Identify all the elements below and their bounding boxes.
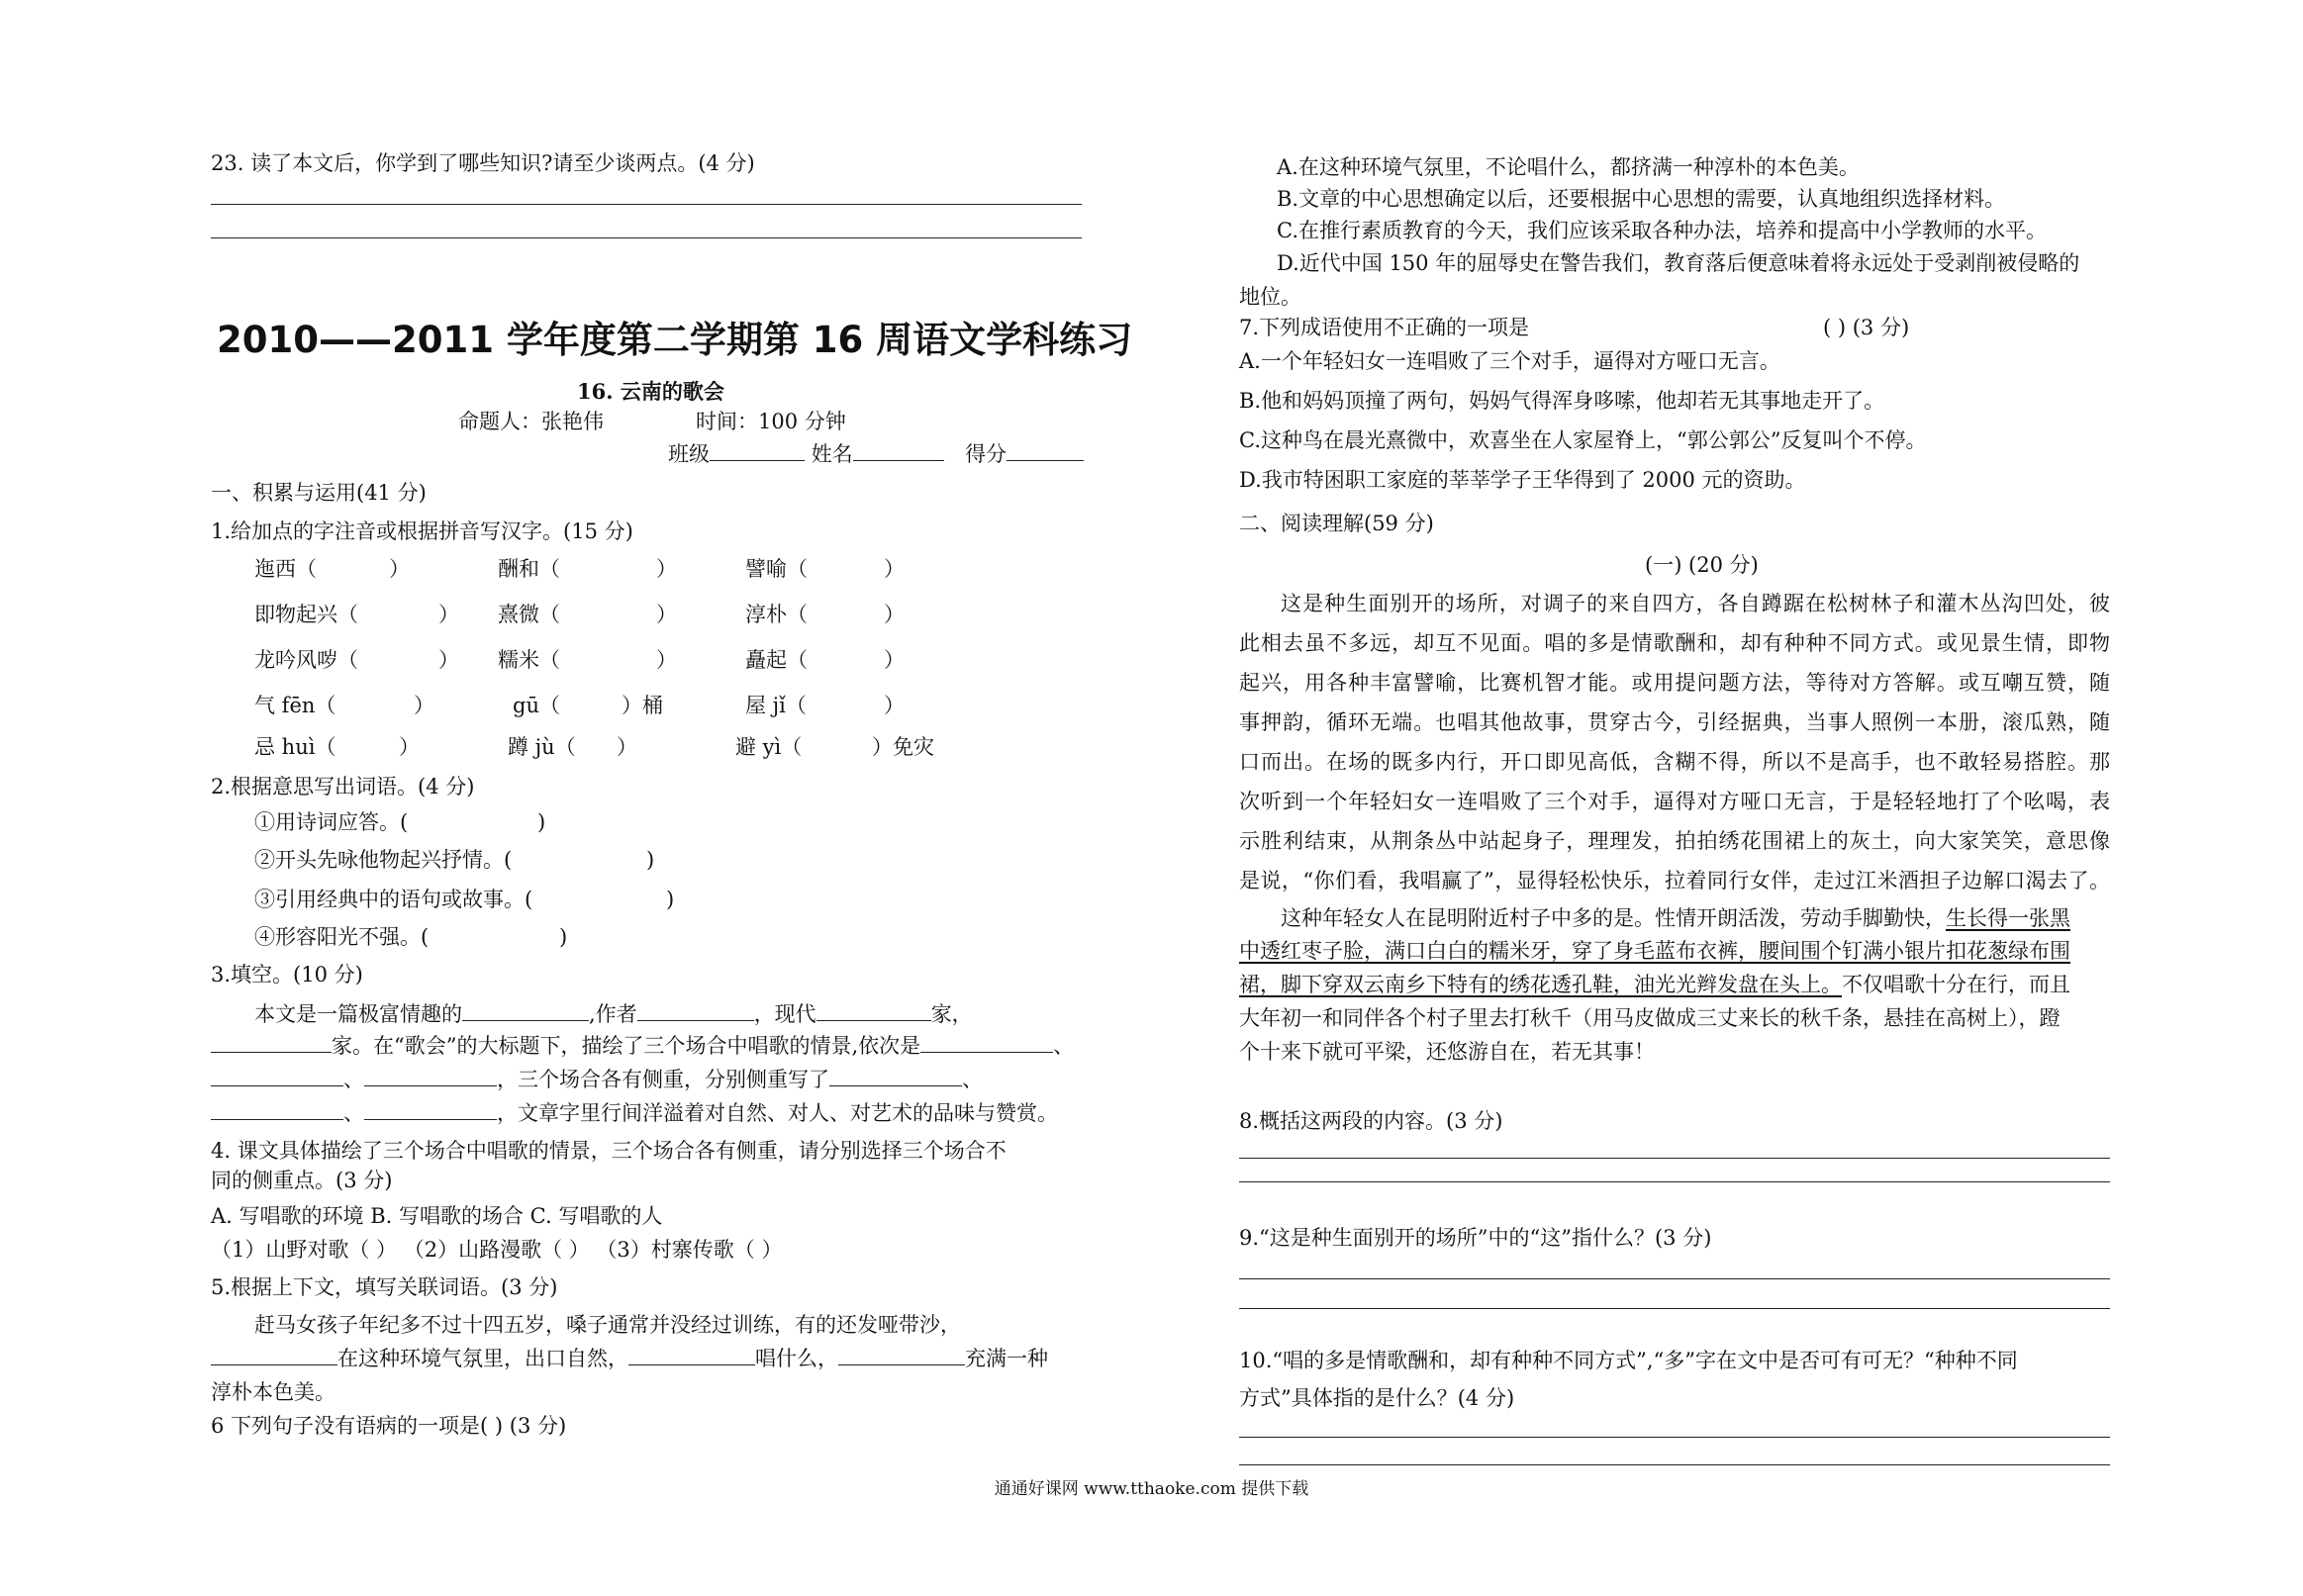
passage-line: 示胜利结束，从荆条丛中站起身子，理理发，拍拍绣花围裙上的灰土，向大家笑笑，意思像 [1239, 829, 2110, 853]
lesson-subtitle: 16. 云南的歌会 [577, 379, 724, 404]
passage-line: 此相去虽不多远，却互不见面。唱的多是情歌酬和，却有种种不同方式。或见景生情，即物 [1239, 631, 2110, 655]
q3-line[interactable]: 、 ，文章字里行间洋溢着对自然、对人、对艺术的品味与赞赏。 [211, 1100, 1058, 1126]
q2-close: ) [666, 888, 675, 911]
question-4: 4. 课文具体描绘了三个场合中唱歌的情景，三个场合各有侧重，请分别选择三个场合不 [211, 1139, 1007, 1163]
underlined-text: 生长得一张黑 [1946, 906, 2070, 930]
section-heading: 一、积累与运用(41 分) [211, 481, 427, 505]
q6-option-d-cont: 地位。 [1239, 285, 1301, 309]
question-23: 23. 读了本文后，你学到了哪些知识?请至少谈两点。(4 分) [211, 151, 755, 175]
answer-line[interactable] [1239, 1308, 2110, 1309]
answer-line[interactable] [1239, 1278, 2110, 1279]
q6-option-a: A.在这种环境气氛里，不论唱什么，都挤满一种淳朴的本色美。 [1277, 155, 1860, 179]
q1-item: 矗起（ [745, 648, 808, 672]
q2-close: ) [559, 925, 568, 949]
q6-option-c: C.在推行素质教育的今天，我们应该采取各种办法，培养和提高中小学教师的水平。 [1277, 219, 2047, 242]
q7-option-d: D.我市特困职工家庭的莘莘学子王华得到了 2000 元的资助。 [1239, 468, 1806, 492]
q1-item: 蹲 jù（ [508, 735, 576, 759]
answer-line[interactable] [1239, 1464, 2110, 1465]
q2-close: ) [646, 848, 655, 872]
passage-line: 起兴，用各种丰富譬喻，比赛机智才能。或用提问题方法，等待对方答解。或互嘲互赞，随 [1239, 671, 2110, 695]
class-field[interactable] [668, 441, 1084, 467]
q1-item: 酬和（ [498, 557, 560, 581]
passage-line: 裙，脚下穿双云南乡下特有的绣花透孔鞋，油光光辫发盘在头上。不仅唱歌十分在行，而且 [1239, 973, 2070, 996]
question-2: 2.根据意思写出词语。(4 分) [211, 775, 475, 798]
q2-item: ②开头先咏他物起兴抒情。( [254, 848, 513, 872]
q1-close: ） [884, 648, 905, 672]
passage-line: 大年初一和同伴各个村子里去打秋千（用马皮做成三丈来长的秋千条，悬挂在高树上），蹬 [1239, 1006, 2061, 1030]
q1-close: ） [884, 694, 905, 717]
q2-close: ) [537, 810, 546, 834]
underlined-text: 中透红枣子脸，满口白白的糯米牙，穿了身毛蓝布衣裤，腰间围个钉满小银片扣花葱绿布围 [1239, 939, 2070, 963]
class-label: 班级 [668, 442, 710, 466]
question-8: 8.概括这两段的内容。(3 分) [1239, 1109, 1503, 1133]
reading-passage [1239, 584, 2110, 900]
footer-credit: 通通好课网 www.tthaoke.com 提供下载 [994, 1479, 1309, 1499]
q1-close: ） [656, 603, 677, 626]
answer-line[interactable] [1239, 1437, 2110, 1438]
question-6: 6 下列句子没有语病的一项是( ) (3 分) [211, 1414, 567, 1438]
question-5: 5.根据上下文，填写关联词语。(3 分) [211, 1275, 558, 1299]
q1-item: 忌 huì（ [254, 735, 336, 759]
passage-line: 是说，“你们看，我唱赢了”，显得轻松快乐，拉着同行女伴，走过江米酒担子边解口渴去了。 [1239, 869, 2110, 892]
underlined-text: 裙，脚下穿双云南乡下特有的绣花透孔鞋，油光光辫发盘在头上。 [1239, 973, 1842, 996]
answer-line[interactable] [211, 204, 1082, 205]
question-10-cont: 方式”具体指的是什么？(4 分) [1239, 1386, 1515, 1410]
q3-line[interactable]: 、 ，三个场合各有侧重，分别侧重写了 、 [211, 1067, 983, 1092]
q4-items[interactable]: （1）山野对歌（ ） （2）山路漫歌（ ） （3）村寨传歌（ ） [211, 1238, 783, 1262]
time-label: 时间：100 分钟 [696, 410, 846, 433]
q1-item: 龙吟风哕（ [254, 648, 358, 672]
answer-line[interactable] [1239, 1158, 2110, 1159]
q7-option-a: A.一个年轻妇女一连唱败了三个对手，逼得对方哑口无言。 [1239, 349, 1780, 373]
q1-close: ） [884, 603, 905, 626]
question-10: 10.“唱的多是情歌酬和，却有种种不同方式”,“多”字在文中是否可有可无？“种种不同 [1239, 1349, 2018, 1372]
q2-item: ③引用经典中的语句或故事。( [254, 888, 533, 911]
q1-close: ） [656, 648, 677, 672]
q1-close: ） [389, 557, 410, 581]
q1-item: 迤西（ [254, 557, 317, 581]
q1-item: 气 fēn（ [254, 694, 336, 717]
passage-line: 个十来下就可平梁，还悠游自在，若无其事！ [1239, 1040, 1655, 1064]
q6-option-d: D.近代中国 150 年的屈辱史在警告我们，教育落后便意味着将永远处于受剥削被侵略的 [1277, 251, 2080, 275]
question-3: 3.填空。(10 分) [211, 963, 363, 986]
q1-close: ） [656, 557, 677, 581]
q2-item: ①用诗词应答。( [254, 810, 409, 834]
name-label: 姓名 [811, 442, 853, 466]
q5-text: 赶马女孩子年纪多不过十四五岁，嗓子通常并没经过训练，有的还发哑带沙， [254, 1313, 961, 1337]
q2-item: ④形容阳光不强。( [254, 925, 430, 949]
answer-line[interactable] [211, 237, 1082, 238]
q1-close: ）免灾 [872, 735, 934, 759]
passage-line [1239, 938, 2070, 964]
q1-close: ） [884, 557, 905, 581]
q6-option-b: B.文章的中心思想确定以后，还要根据中心思想的需要，认真地组织选择材料。 [1277, 187, 2006, 211]
q1-item: 譬喻（ [745, 557, 808, 581]
q7-answer[interactable]: ( ) (3 分) [1823, 316, 1910, 339]
q3-line[interactable]: 本文是一篇极富情趣的 ,作者 ，现代 家， [254, 1002, 973, 1026]
passage-line: 口而出。在场的既多内行，开口即见高低，含糊不得，所以不是高手，也不敢轻易搭腔。那 [1239, 750, 2110, 774]
author-label: 命题人：张艳伟 [458, 410, 604, 433]
answer-line[interactable] [1239, 1181, 2110, 1182]
q1-item: 熹微（ [498, 603, 560, 626]
q4-options: A. 写唱歌的环境 B. 写唱歌的场合 C. 写唱歌的人 [211, 1204, 663, 1228]
subsection-heading: (一) (20 分) [1645, 553, 1759, 577]
section-heading: 二、阅读理解(59 分) [1239, 512, 1434, 535]
passage-line: 次听到一个年轻妇女一连唱败了三个对手，逼得对方哑口无言，于是轻轻地打了个吆喝，表 [1239, 790, 2110, 813]
q5-fill-line[interactable]: 在这种环境气氛里，出口自然， 唱什么， 充满一种 [211, 1346, 1048, 1371]
question-1: 1.给加点的字注音或根据拼音写汉字。(15 分) [211, 519, 633, 543]
q3-line[interactable]: 家。在“歌会”的大标题下，描绘了三个场合中唱歌的情景,依次是 、 [211, 1033, 1074, 1059]
q1-close: ） [399, 735, 420, 759]
q1-item: 糯米（ [498, 648, 560, 672]
question-9: 9.“这是种生面别开的场所”中的“这”指什么？(3 分) [1239, 1226, 1712, 1250]
q1-item: 淳朴（ [745, 603, 808, 626]
question-7: 7.下列成语使用不正确的一项是 [1239, 316, 1530, 339]
q1-close: ） [438, 603, 459, 626]
q1-item: 即物起兴（ [254, 603, 358, 626]
passage-line: 这是种生面别开的场所，对调子的来自四方，各自蹲踞在松树林子和灌木丛沟凹处，彼 [1281, 592, 2110, 615]
q1-close: ） [617, 735, 637, 759]
q1-item: 避 yì（ [735, 735, 803, 759]
score-label: 得分 [965, 442, 1008, 466]
q1-close: ）桶 [622, 694, 663, 717]
q7-option-c: C.这种鸟在晨光熹微中，欢喜坐在人家屋脊上，“郭公郭公”反复叫个不停。 [1239, 428, 1927, 452]
question-4-cont: 同的侧重点。(3 分) [211, 1169, 393, 1192]
passage-line: 这种年轻女人在昆明附近村子中多的是。性情开朗活泼，劳动手脚勤快，生长得一张黑 [1281, 906, 2070, 930]
q1-close: ） [438, 648, 459, 672]
q7-option-b: B.他和妈妈顶撞了两句，妈妈气得浑身哆嗦，他却若无其事地走开了。 [1239, 389, 1885, 413]
page-title: 2010——2011 学年度第二学期第 16 周语文学科练习 [217, 319, 1133, 361]
q1-close: ） [414, 694, 434, 717]
q1-item: gū（ [513, 694, 560, 717]
passage-line: 事押韵，循环无端。也唱其他故事，贯穿古今，引经据典，当事人照例一本册，滚瓜熟，随 [1239, 710, 2110, 734]
q1-item: 屋 jǐ（ [745, 694, 807, 717]
q5-text: 淳朴本色美。 [211, 1380, 336, 1404]
